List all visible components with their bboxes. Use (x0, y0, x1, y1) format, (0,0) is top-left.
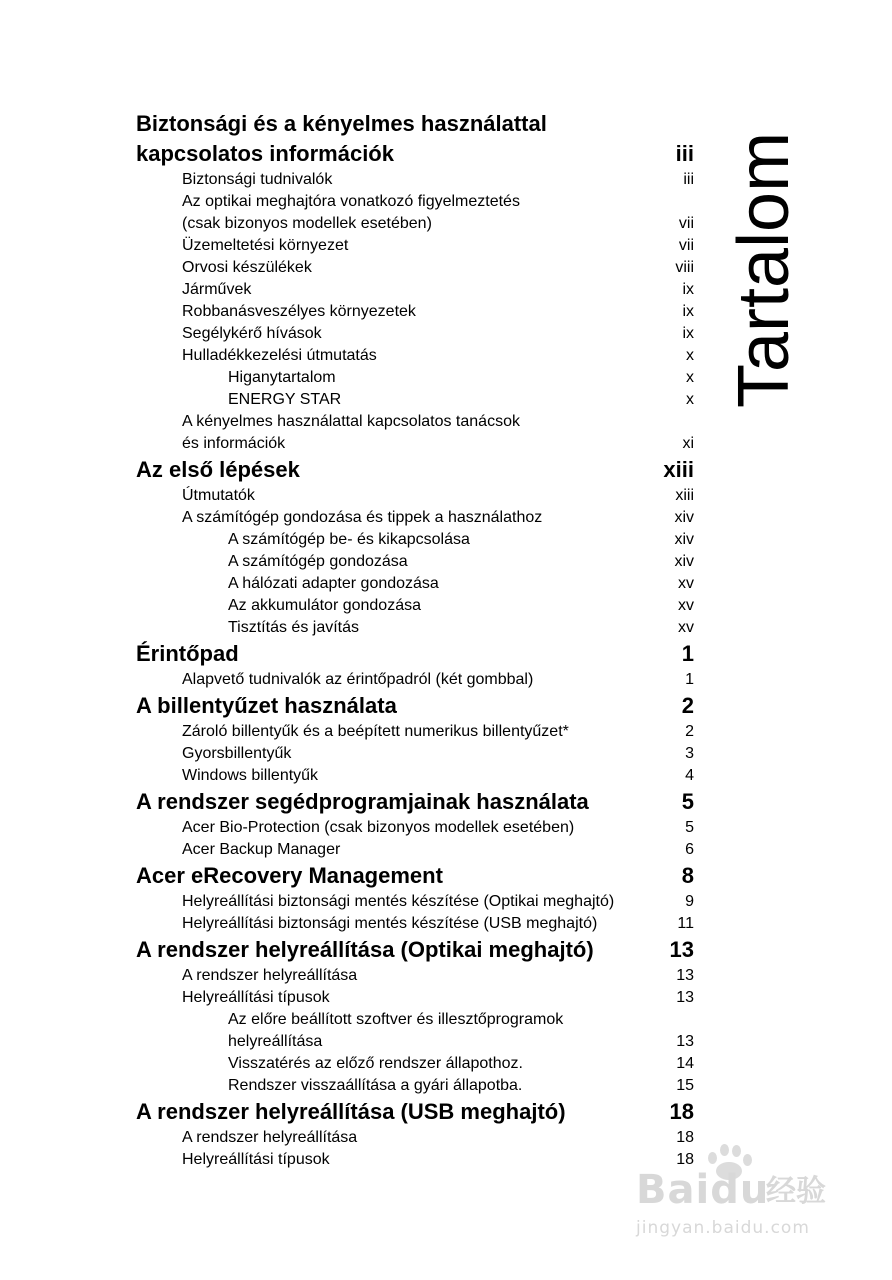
toc-entry-title: Járművek (182, 281, 252, 298)
toc-entry-title: Robbanásveszélyes környezetek (182, 303, 416, 320)
toc-entry-title: Windows billentyűk (182, 767, 319, 784)
toc-entry-title: Segélykérő hívások (182, 325, 322, 342)
toc-page-number: x (686, 347, 694, 364)
toc-entry-title: Higanytartalom (228, 369, 336, 386)
toc-subsection[interactable] (136, 573, 694, 595)
toc-chapter[interactable] (136, 1097, 694, 1127)
toc-section[interactable] (136, 817, 694, 839)
toc-page-number: 13 (676, 1033, 694, 1050)
toc-entry-title: Tisztítás és javítás (228, 619, 359, 636)
toc-entry-title: Helyreállítási típusok (182, 989, 330, 1006)
toc-page-number: 18 (676, 1129, 694, 1146)
toc-page-number: 13 (676, 967, 694, 984)
baidu-watermark (636, 1146, 856, 1242)
toc-entry-title-line: Biztonsági és a kényelmes használattal (136, 111, 547, 136)
toc-page-number: 13 (669, 937, 694, 962)
toc-entry-title: A számítógép gondozása (228, 553, 408, 570)
toc-page-number: 3 (685, 745, 694, 762)
toc-section[interactable] (136, 1127, 694, 1149)
toc-page-number: xiv (674, 553, 694, 570)
watermark-url: jingyan.baidu.com (636, 1218, 810, 1238)
toc-page-number: 6 (685, 841, 694, 858)
toc-section[interactable] (136, 721, 694, 743)
toc-entry-title: Az akkumulátor gondozása (228, 597, 421, 614)
toc-page-number: 8 (681, 863, 694, 888)
toc-subsection[interactable] (136, 367, 694, 389)
toc-entry-title: A rendszer helyreállítása (182, 1129, 358, 1146)
toc-entry-title: A rendszer helyreállítása (USB meghajtó) (136, 1099, 566, 1124)
toc-entry-title: Érintőpad (136, 641, 239, 666)
toc-entry-title: A számítógép be- és kikapcsolása (228, 531, 470, 548)
toc-section[interactable] (136, 1149, 694, 1171)
toc-section[interactable] (136, 301, 694, 323)
toc-entry-title: Acer Bio-Protection (csak bizonyos modellek esetében) (182, 819, 575, 836)
toc-section[interactable] (136, 279, 694, 301)
toc-page-number: ix (682, 303, 694, 320)
toc-entry-title: Alapvető tudnivalók az érintőpadról (két gombbal) (182, 671, 534, 688)
toc-page-number: xv (678, 619, 694, 636)
toc-page-number: xv (678, 597, 694, 614)
toc-page-number: vii (678, 237, 694, 254)
toc-entry-title-line: Az előre beállított szoftver és illesztőprogramok (228, 1011, 564, 1028)
toc-page-number: 4 (685, 767, 694, 784)
toc-entry-title: A rendszer segédprogramjainak használata (136, 789, 589, 814)
toc-entry-title: Acer eRecovery Management (136, 863, 443, 888)
toc-subsection[interactable] (136, 1053, 694, 1075)
toc-subsection[interactable] (136, 595, 694, 617)
toc-page-number: 5 (681, 789, 694, 814)
toc-entry-title: Rendszer visszaállítása a gyári állapotba. (228, 1077, 523, 1094)
toc-section[interactable] (136, 485, 694, 507)
toc-page-number: viii (675, 259, 694, 276)
toc-page-number: xiii (663, 457, 694, 482)
toc-section[interactable] (136, 913, 694, 935)
toc-page-number: 2 (681, 693, 694, 718)
watermark-product: 经验 (766, 1174, 826, 1209)
toc-entry-title: ENERGY STAR (228, 391, 342, 408)
toc-subsection[interactable] (136, 617, 694, 639)
toc-section[interactable] (136, 669, 694, 691)
toc-section[interactable] (136, 987, 694, 1009)
toc-entry-title-line: Az optikai meghajtóra vonatkozó figyelmeztetés (182, 193, 520, 210)
toc-entry-title: A billentyűzet használata (136, 693, 397, 718)
toc-page-number: vii (678, 215, 694, 232)
toc-section[interactable] (136, 323, 694, 345)
toc-section[interactable] (136, 743, 694, 765)
toc-chapter[interactable] (136, 935, 694, 965)
toc-section[interactable] (136, 235, 694, 257)
toc-chapter[interactable] (136, 861, 694, 891)
toc-entry-title: Acer Backup Manager (182, 841, 341, 858)
watermark-brand: Baidu (636, 1167, 770, 1213)
toc-page-number: xv (678, 575, 694, 592)
toc-page-number: 11 (677, 915, 694, 932)
toc-entry-title: A rendszer helyreállítása (182, 967, 358, 984)
toc-page-number: 9 (685, 893, 694, 910)
toc-page-number: 18 (676, 1151, 694, 1168)
toc-page-number: 5 (685, 819, 694, 836)
toc-section[interactable] (136, 411, 694, 455)
toc-entry-title-line: kapcsolatos információk (136, 141, 394, 166)
toc-entry-title-line: A kényelmes használattal kapcsolatos tanácsok (182, 413, 520, 430)
toc-page-number: 1 (685, 671, 694, 688)
toc-entry-title: Biztonsági tudnivalók (182, 171, 333, 188)
toc-page-number: x (686, 391, 694, 408)
toc-entry-title: Hulladékkezelési útmutatás (182, 347, 377, 364)
toc-entry-title-line: és információk (182, 435, 286, 452)
toc-entry-title: Az első lépések (136, 457, 300, 482)
toc-entry-title: Gyorsbillentyűk (182, 745, 292, 762)
toc-section[interactable] (136, 257, 694, 279)
toc-page-number: ix (682, 325, 694, 342)
toc-subsection[interactable] (136, 389, 694, 411)
toc-entry-title-line: (csak bizonyos modellek esetében) (182, 215, 432, 232)
toc-entry-title: A hálózati adapter gondozása (228, 575, 439, 592)
toc-page-number: 15 (676, 1077, 694, 1094)
toc-page-number: xi (682, 435, 694, 452)
toc-entry-title: Helyreállítási biztonsági mentés készítése (Optikai meghajtó) (182, 893, 615, 910)
toc-page-number: iii (683, 171, 694, 188)
toc-section[interactable] (136, 345, 694, 367)
page-heading: Tartalom (724, 131, 804, 408)
toc-section[interactable] (136, 169, 694, 191)
toc-page-number: 2 (685, 723, 694, 740)
toc-section[interactable] (136, 891, 694, 913)
toc-page-number: x (686, 369, 694, 386)
toc-chapter[interactable] (136, 109, 694, 169)
toc-page-number: 1 (681, 641, 694, 666)
toc-page-number: 13 (676, 989, 694, 1006)
toc-subsection[interactable] (136, 1075, 694, 1097)
toc-entry-title: Zároló billentyűk és a beépített numerikus billentyűzet* (182, 723, 569, 740)
toc-entry-title: A rendszer helyreállítása (Optikai meghajtó) (136, 937, 594, 962)
toc-page-number: 14 (676, 1055, 694, 1072)
toc-entry-title: Visszatérés az előző rendszer állapothoz. (228, 1055, 523, 1072)
toc-chapter[interactable] (136, 639, 694, 669)
toc-entry-title: Helyreállítási típusok (182, 1151, 330, 1168)
toc-subsection[interactable] (136, 1009, 694, 1053)
toc-page-number: xiv (674, 531, 694, 548)
table-of-contents (136, 109, 694, 1171)
toc-page-number: ix (682, 281, 694, 298)
toc-entry-title: Útmutatók (182, 487, 255, 504)
toc-page-number: iii (675, 141, 694, 166)
toc-entry-title: A számítógép gondozása és tippek a használathoz (182, 509, 543, 526)
toc-chapter[interactable] (136, 691, 694, 721)
toc-entry-title: Helyreállítási biztonsági mentés készítése (USB meghajtó) (182, 915, 598, 932)
toc-section[interactable] (136, 765, 694, 787)
toc-section[interactable] (136, 191, 694, 235)
toc-page-number: xiv (674, 509, 694, 526)
toc-chapter[interactable] (136, 455, 694, 485)
toc-entry-title: Orvosi készülékek (182, 259, 312, 276)
toc-entry-title-line: helyreállítása (228, 1033, 323, 1050)
toc-chapter[interactable] (136, 787, 694, 817)
toc-section[interactable] (136, 965, 694, 987)
toc-page-number: 18 (669, 1099, 694, 1124)
toc-entry-title: Üzemeltetési környezet (182, 237, 349, 254)
toc-section[interactable] (136, 507, 694, 529)
toc-subsection[interactable] (136, 529, 694, 551)
toc-section[interactable] (136, 839, 694, 861)
toc-page-number: xiii (675, 487, 694, 504)
toc-subsection[interactable] (136, 551, 694, 573)
